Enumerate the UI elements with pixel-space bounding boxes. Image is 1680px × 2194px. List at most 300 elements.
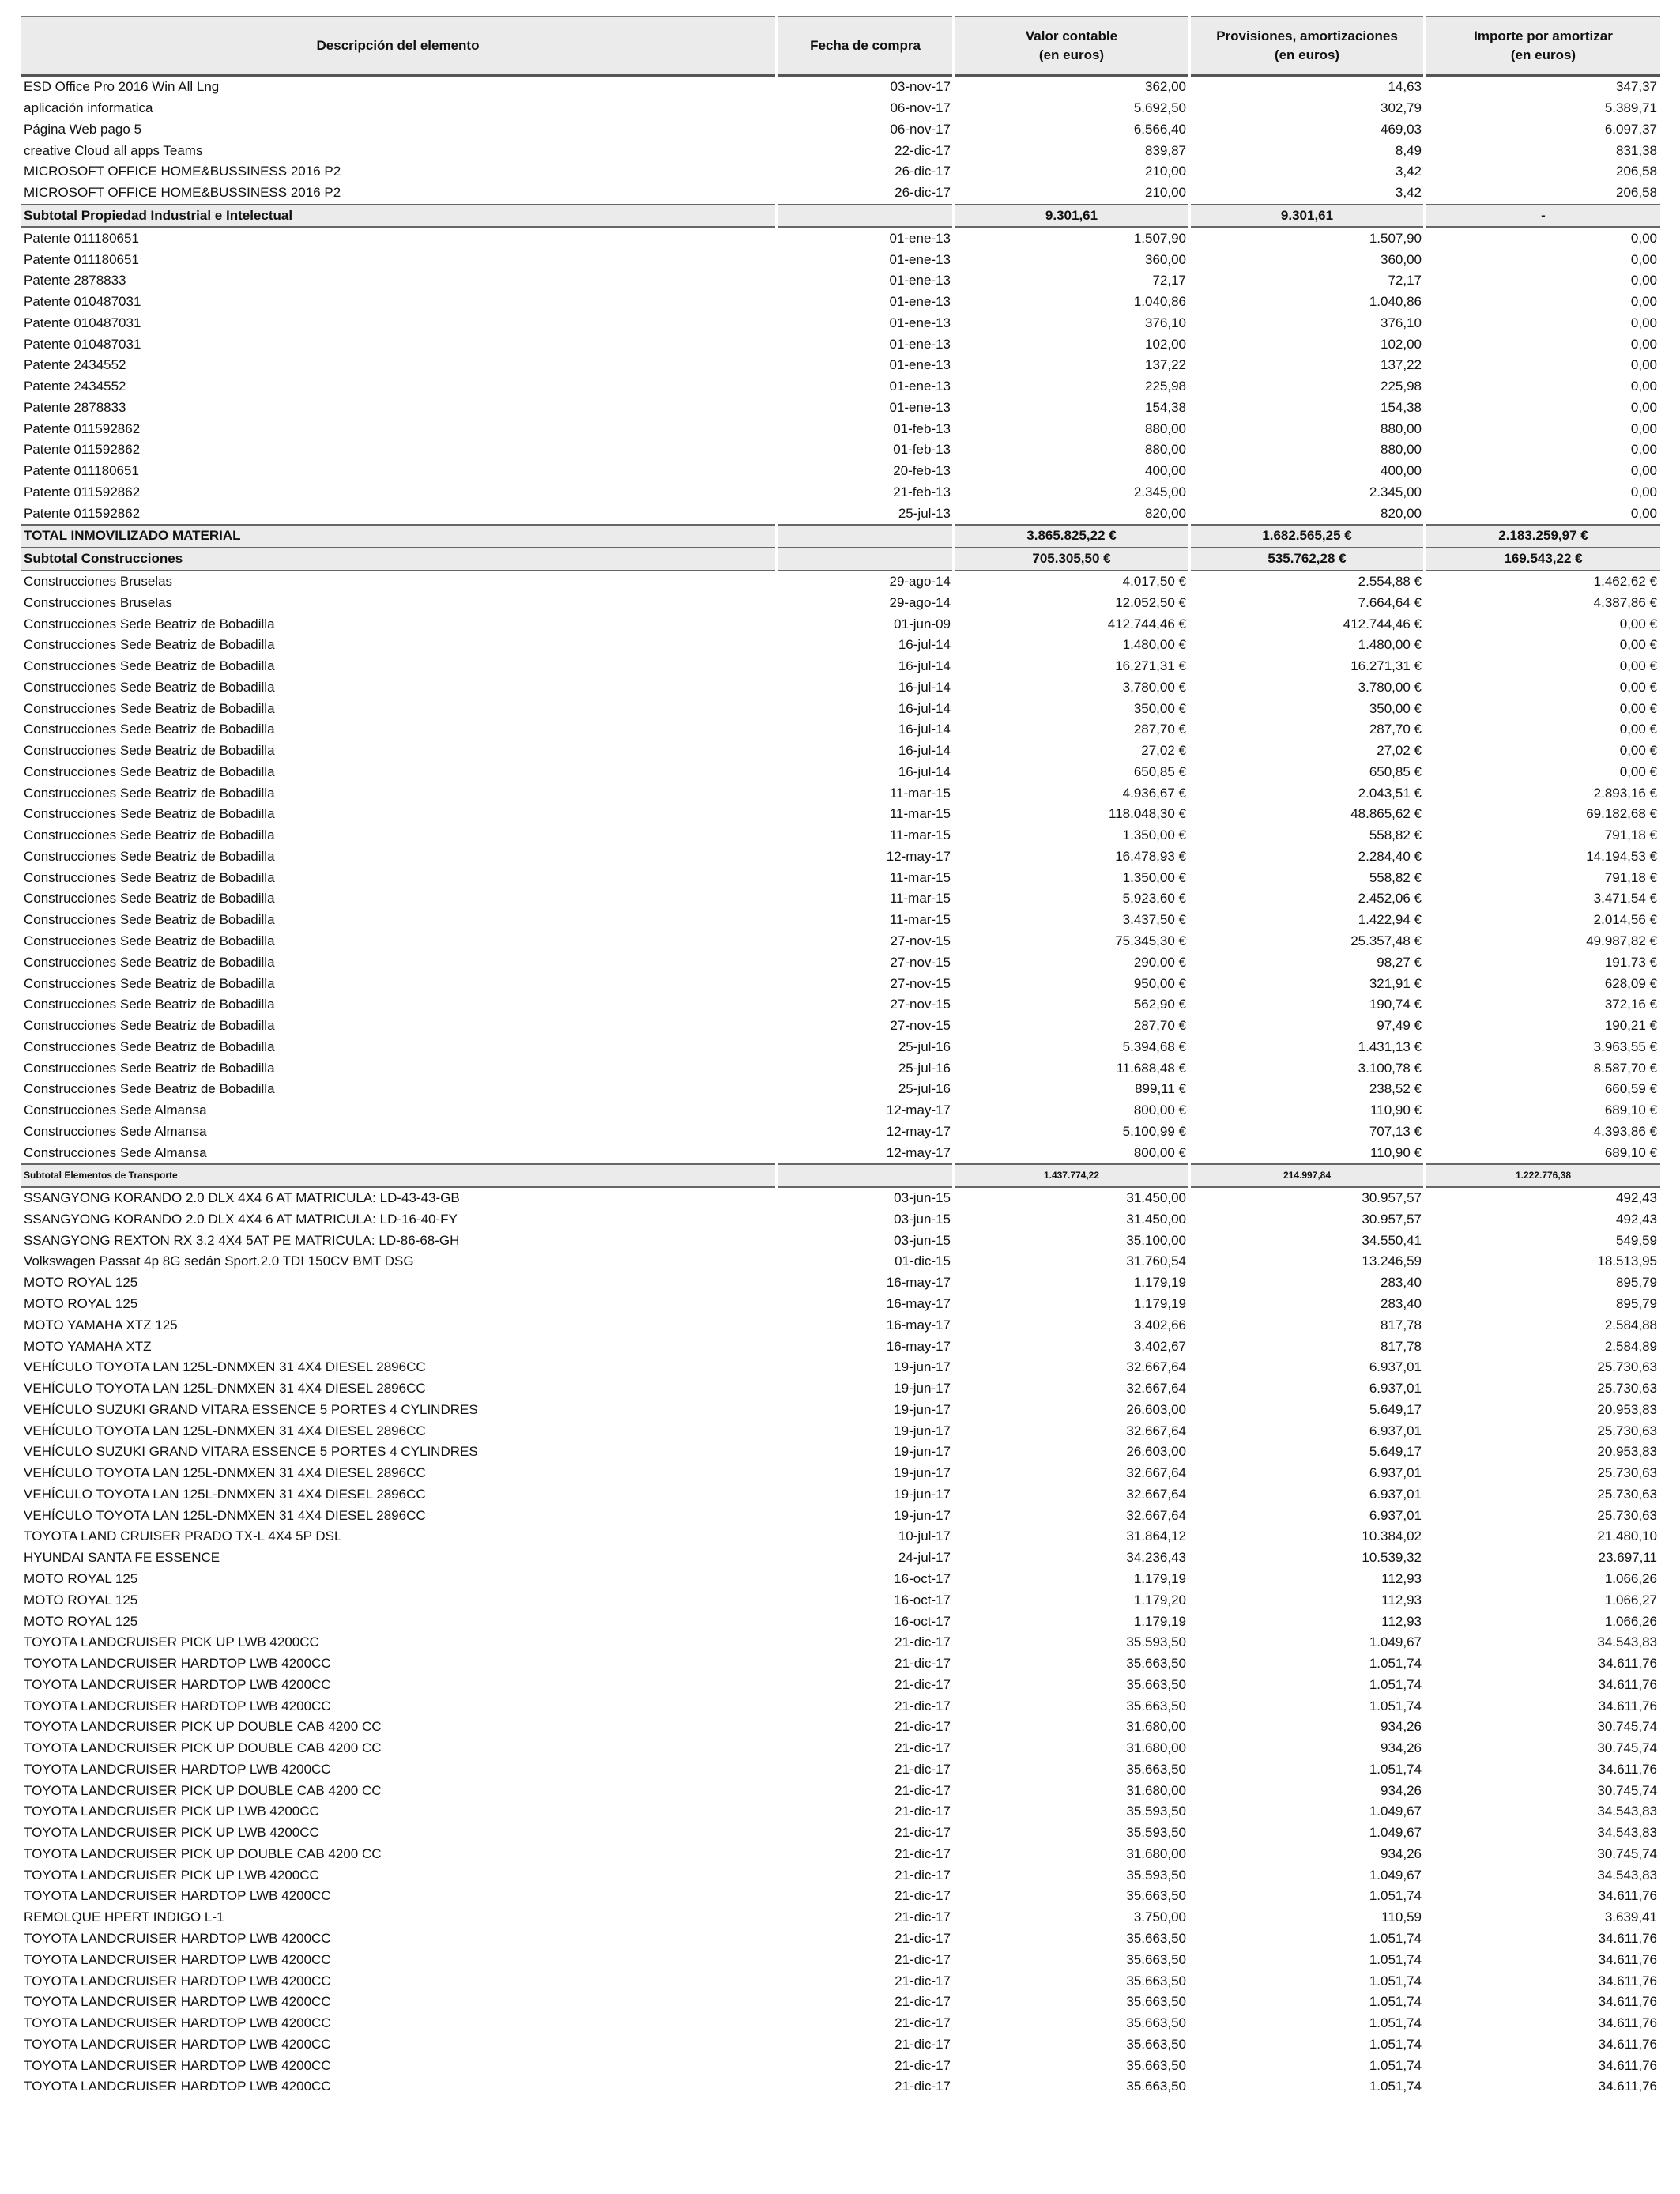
cell-description: Construcciones Sede Beatriz de Bobadilla <box>24 869 275 885</box>
table-row <box>21 1336 1660 1357</box>
table-row <box>21 1864 1660 1886</box>
cell-purchase-date: 11-mar-15 <box>889 806 951 822</box>
cell-description: VEHÍCULO SUZUKI GRAND VITARA ESSENCE 5 PORTES 4 CYLINDRES <box>24 1401 478 1417</box>
cell-purchase-date: 01-feb-13 <box>893 442 951 458</box>
cell-description: Construcciones Sede Beatriz de Bobadilla <box>24 1081 275 1097</box>
cell-provisions: 302,79 <box>1381 100 1422 116</box>
table-row <box>21 1378 1660 1400</box>
cell-pending-amount: 628,09 € <box>1604 975 1657 991</box>
cell-pending-amount: 34.611,76 <box>1598 1930 1657 1946</box>
cell-book-value: 31.760,54 <box>1126 1253 1186 1269</box>
table-row <box>21 846 1660 868</box>
cell-purchase-date <box>777 548 954 571</box>
cell-description: Construcciones Sede Almansa <box>24 1123 207 1139</box>
cell-description: TOYOTA LANDCRUISER HARDTOP LWB 4200CC <box>24 1994 331 2010</box>
table-row <box>21 782 1660 804</box>
cell-pending-amount: 2.893,16 € <box>1593 785 1657 801</box>
cell-description: Patente 011180651 <box>24 230 139 246</box>
cell-purchase-date: 01-ene-13 <box>889 357 951 373</box>
cell-provisions: 817,78 <box>1381 1317 1422 1333</box>
cell-book-value: 839,87 <box>1145 142 1186 158</box>
cell-pending-amount: 30.745,74 <box>1597 1719 1657 1735</box>
cell-book-value: 32.667,64 <box>1126 1486 1186 1502</box>
cell-provisions: 1.682.565,25 € <box>1189 525 1425 548</box>
cell-book-value: 32.667,64 <box>1126 1381 1186 1397</box>
subtotal-row <box>21 1164 1660 1187</box>
cell-provisions: 1.051,74 <box>1369 2036 1422 2052</box>
table-row <box>21 613 1660 635</box>
table-row <box>21 292 1660 313</box>
cell-purchase-date: 01-ene-13 <box>889 379 951 394</box>
cell-description: Subtotal Propiedad Industrial e Intelectual <box>21 205 777 228</box>
cell-provisions: 287,70 € <box>1369 722 1422 737</box>
cell-provisions: 2.554,88 € <box>1358 573 1422 589</box>
cell-pending-amount: 34.543,83 <box>1597 1634 1657 1650</box>
cell-pending-amount: 347,37 <box>1616 79 1657 95</box>
table-row <box>21 1484 1660 1506</box>
cell-book-value: 287,70 € <box>1133 722 1186 737</box>
cell-purchase-date: 16-jul-14 <box>898 700 951 716</box>
cell-purchase-date: 19-jun-17 <box>894 1486 951 1502</box>
cell-description: TOYOTA LANDCRUISER HARDTOP LWB 4200CC <box>24 1888 331 1904</box>
col-header-purchase-date: Fecha de compra <box>777 17 954 76</box>
cell-pending-amount: 8.587,70 € <box>1593 1060 1657 1076</box>
cell-pending-amount: 2.183.259,97 € <box>1425 525 1660 548</box>
cell-pending-amount: - <box>1425 205 1660 228</box>
cell-provisions: 110,90 € <box>1370 1144 1422 1160</box>
cell-description: Construcciones Sede Beatriz de Bobadilla <box>24 785 275 801</box>
cell-provisions: 110,90 € <box>1370 1103 1422 1118</box>
cell-book-value: 12.052,50 € <box>1115 594 1186 610</box>
cell-pending-amount: 34.611,76 <box>1598 1761 1657 1777</box>
cell-provisions: 5.649,17 <box>1369 1401 1422 1417</box>
cell-provisions: 1.051,74 <box>1369 1994 1422 2010</box>
cell-pending-amount: 0,00 <box>1630 357 1657 373</box>
cell-pending-amount: 20.953,83 <box>1597 1401 1657 1417</box>
cell-book-value: 5.394,68 € <box>1122 1039 1186 1054</box>
cell-description: TOYOTA LANDCRUISER HARDTOP LWB 4200CC <box>24 2015 331 2031</box>
cell-provisions: 110,59 <box>1381 1909 1422 1925</box>
cell-purchase-date: 16-jul-14 <box>898 763 951 779</box>
cell-purchase-date: 16-may-17 <box>886 1296 951 1312</box>
cell-book-value: 31.680,00 <box>1126 1782 1186 1798</box>
cell-book-value: 5.100,99 € <box>1122 1123 1186 1139</box>
subtotal-row <box>21 205 1660 228</box>
cell-book-value: 3.750,00 <box>1133 1909 1186 1925</box>
table-row <box>21 227 1660 249</box>
cell-provisions: 1.431,13 € <box>1358 1039 1422 1054</box>
table-row <box>21 2076 1660 2098</box>
cell-book-value: 3.402,66 <box>1133 1317 1186 1333</box>
cell-description: Construcciones Sede Beatriz de Bobadilla <box>24 806 275 822</box>
table-row <box>21 1209 1660 1231</box>
cell-pending-amount: 0,00 € <box>1619 637 1657 653</box>
cell-provisions: 2.345,00 <box>1369 484 1422 499</box>
table-row <box>21 334 1660 355</box>
table-row <box>21 1780 1660 1801</box>
cell-purchase-date: 03-jun-15 <box>894 1190 951 1206</box>
cell-pending-amount: 689,10 € <box>1604 1144 1657 1160</box>
cell-provisions: 1.051,74 <box>1369 2015 1422 2031</box>
cell-pending-amount: 34.611,76 <box>1598 1698 1657 1713</box>
table-row <box>21 161 1660 183</box>
cell-purchase-date: 27-nov-15 <box>890 997 951 1012</box>
cell-purchase-date: 21-dic-17 <box>895 1761 951 1777</box>
cell-description: Construcciones Sede Beatriz de Bobadilla <box>24 1039 275 1054</box>
cell-description: Construcciones Sede Beatriz de Bobadilla <box>24 658 275 674</box>
cell-purchase-date: 12-may-17 <box>886 1144 951 1160</box>
cell-description: creative Cloud all apps Teams <box>24 142 203 158</box>
cell-book-value: 1.179,19 <box>1133 1613 1186 1629</box>
cell-book-value: 4.017,50 € <box>1122 573 1186 589</box>
table-row <box>21 2055 1660 2076</box>
table-row <box>21 312 1660 334</box>
cell-pending-amount: 190,21 € <box>1604 1018 1657 1034</box>
cell-provisions: 880,00 <box>1381 420 1422 436</box>
cell-description: MICROSOFT OFFICE HOME&BUSSINESS 2016 P2 <box>24 164 341 179</box>
cell-pending-amount: 18.513,95 <box>1597 1253 1657 1269</box>
table-row <box>21 1442 1660 1463</box>
cell-pending-amount: 6.097,37 <box>1604 121 1657 137</box>
cell-description: TOYOTA LANDCRUISER PICK UP DOUBLE CAB 4200 CC <box>24 1719 382 1735</box>
cell-provisions: 34.550,41 <box>1362 1232 1422 1248</box>
table-row <box>21 98 1660 119</box>
cell-provisions: 1.049,67 <box>1369 1867 1422 1883</box>
cell-provisions: 48.865,62 € <box>1350 806 1422 822</box>
table-row <box>21 677 1660 698</box>
table-row <box>21 140 1660 161</box>
cell-purchase-date: 01-ene-13 <box>889 251 951 267</box>
cell-book-value: 820,00 <box>1145 505 1186 521</box>
cell-description: VEHÍCULO TOYOTA LAN 125L-DNMXEN 31 4X4 DIESEL 2896CC <box>24 1507 426 1523</box>
cell-pending-amount: 206,58 <box>1616 164 1657 179</box>
cell-book-value: 35.663,50 <box>1126 1761 1186 1777</box>
cell-purchase-date: 12-may-17 <box>886 1123 951 1139</box>
cell-book-value: 4.936,67 € <box>1122 785 1186 801</box>
cell-provisions: 6.937,01 <box>1369 1423 1422 1438</box>
cell-book-value: 1.480,00 € <box>1122 637 1186 653</box>
cell-pending-amount: 0,00 <box>1630 379 1657 394</box>
cell-description: MOTO ROYAL 125 <box>24 1275 138 1291</box>
cell-description: Construcciones Sede Beatriz de Bobadilla <box>24 912 275 928</box>
cell-provisions: 283,40 <box>1381 1275 1422 1291</box>
table-row <box>21 656 1660 677</box>
cell-purchase-date: 19-jun-17 <box>894 1381 951 1397</box>
cell-purchase-date: 06-nov-17 <box>890 121 951 137</box>
cell-provisions: 1.422,94 € <box>1358 912 1422 928</box>
cell-book-value: 35.663,50 <box>1126 2036 1186 2052</box>
cell-provisions: 1.049,67 <box>1369 1825 1422 1841</box>
cell-pending-amount: 0,00 € <box>1619 616 1657 631</box>
cell-description: TOYOTA LANDCRUISER PICK UP LWB 4200CC <box>24 1825 319 1841</box>
cell-description: Construcciones Sede Beatriz de Bobadilla <box>24 827 275 843</box>
cell-provisions: 13.246,59 <box>1362 1253 1422 1269</box>
cell-book-value: 34.236,43 <box>1126 1550 1186 1566</box>
cell-pending-amount: 25.730,63 <box>1597 1465 1657 1481</box>
cell-purchase-date: 16-jul-14 <box>898 743 951 759</box>
cell-pending-amount: 49.987,82 € <box>1586 933 1657 948</box>
cell-provisions: 30.957,57 <box>1362 1211 1422 1227</box>
cell-pending-amount: 0,00 € <box>1619 722 1657 737</box>
table-row <box>21 635 1660 656</box>
cell-purchase-date: 21-dic-17 <box>895 1867 951 1883</box>
cell-pending-amount: 4.387,86 € <box>1593 594 1657 610</box>
cell-purchase-date: 21-dic-17 <box>895 2015 951 2031</box>
cell-provisions: 137,22 <box>1381 357 1422 373</box>
cell-description: TOYOTA LANDCRUISER HARDTOP LWB 4200CC <box>24 1676 331 1692</box>
cell-book-value: 290,00 € <box>1133 954 1186 970</box>
cell-book-value: 35.663,50 <box>1126 1676 1186 1692</box>
cell-pending-amount: 831,38 <box>1616 142 1657 158</box>
table-row <box>21 503 1660 525</box>
table-row <box>21 1569 1660 1590</box>
cell-provisions: 3,42 <box>1395 164 1422 179</box>
table-row <box>21 1717 1660 1738</box>
cell-description: TOYOTA LANDCRUISER PICK UP DOUBLE CAB 4200 CC <box>24 1845 382 1861</box>
cell-book-value: 287,70 € <box>1133 1018 1186 1034</box>
cell-purchase-date: 01-ene-13 <box>889 399 951 415</box>
table-row <box>21 994 1660 1016</box>
cell-book-value: 35.593,50 <box>1126 1634 1186 1650</box>
cell-provisions: 1.051,74 <box>1369 1656 1422 1672</box>
cell-book-value: 1.350,00 € <box>1122 869 1186 885</box>
table-row <box>21 719 1660 741</box>
cell-pending-amount: 2.584,88 <box>1604 1317 1657 1333</box>
cell-book-value: 1.179,19 <box>1133 1570 1186 1586</box>
cell-provisions: 1.480,00 € <box>1358 637 1422 653</box>
cell-description: Construcciones Sede Beatriz de Bobadilla <box>24 637 275 653</box>
cell-pending-amount: 0,00 <box>1630 442 1657 458</box>
cell-description: MOTO YAMAHA XTZ 125 <box>24 1317 178 1333</box>
cell-book-value: 1.507,90 <box>1133 230 1186 246</box>
cell-provisions: 283,40 <box>1381 1296 1422 1312</box>
cell-description: TOYOTA LAND CRUISER PRADO TX-L 4X4 5P DSL <box>24 1529 342 1544</box>
cell-description: HYUNDAI SANTA FE ESSENCE <box>24 1550 220 1566</box>
cell-provisions: 16.271,31 € <box>1350 658 1422 674</box>
table-row <box>21 1759 1660 1780</box>
cell-pending-amount: 69.182,68 € <box>1586 806 1657 822</box>
cell-description: Subtotal Elementos de Transporte <box>21 1164 777 1187</box>
cell-book-value: 75.345,30 € <box>1115 933 1186 948</box>
cell-pending-amount: 169.543,22 € <box>1425 548 1660 571</box>
table-row <box>21 1505 1660 1526</box>
cell-description: Patente 2434552 <box>24 379 126 394</box>
cell-pending-amount: 689,10 € <box>1604 1103 1657 1118</box>
cell-book-value: 31.450,00 <box>1126 1211 1186 1227</box>
table-row <box>21 1801 1660 1823</box>
cell-purchase-date: 21-dic-17 <box>895 1951 951 1967</box>
cell-provisions: 14,63 <box>1388 79 1422 95</box>
cell-pending-amount: 1.066,27 <box>1604 1592 1657 1608</box>
cell-provisions: 934,26 <box>1381 1719 1422 1735</box>
cell-book-value: 376,10 <box>1145 315 1186 330</box>
cell-purchase-date: 12-may-17 <box>886 848 951 864</box>
cell-description: TOYOTA LANDCRUISER PICK UP DOUBLE CAB 4200 CC <box>24 1782 382 1798</box>
cell-provisions: 469,03 <box>1381 121 1422 137</box>
cell-purchase-date <box>777 525 954 548</box>
table-row <box>21 1907 1660 1928</box>
table-row <box>21 397 1660 418</box>
table-row <box>21 76 1660 98</box>
table-row <box>21 1079 1660 1100</box>
cell-book-value: 400,00 <box>1145 463 1186 479</box>
cell-description: TOYOTA LANDCRUISER HARDTOP LWB 4200CC <box>24 1656 331 1672</box>
cell-book-value: 118.048,30 € <box>1109 806 1186 822</box>
table-row <box>21 1928 1660 1950</box>
table-row <box>21 698 1660 719</box>
cell-book-value: 31.450,00 <box>1126 1190 1186 1206</box>
cell-book-value: 1.350,00 € <box>1122 827 1186 843</box>
table-row <box>21 1886 1660 1907</box>
cell-description: VEHÍCULO TOYOTA LAN 125L-DNMXEN 31 4X4 DIESEL 2896CC <box>24 1486 426 1502</box>
cell-book-value: 35.663,50 <box>1126 1930 1186 1946</box>
table-row <box>21 1100 1660 1122</box>
cell-description: TOYOTA LANDCRUISER PICK UP LWB 4200CC <box>24 1634 319 1650</box>
cell-pending-amount: 0,00 € <box>1619 700 1657 716</box>
cell-description: Construcciones Sede Beatriz de Bobadilla <box>24 700 275 716</box>
cell-description: VEHÍCULO TOYOTA LAN 125L-DNMXEN 31 4X4 DIESEL 2896CC <box>24 1423 426 1438</box>
cell-purchase-date: 01-ene-13 <box>889 315 951 330</box>
cell-pending-amount: 0,00 <box>1630 484 1657 499</box>
table-row <box>21 1036 1660 1057</box>
cell-book-value: 35.663,50 <box>1126 2079 1186 2094</box>
table-row <box>21 1738 1660 1759</box>
cell-pending-amount: 14.194,53 € <box>1586 848 1657 864</box>
cell-description: MOTO ROYAL 125 <box>24 1296 138 1312</box>
cell-purchase-date: 21-dic-17 <box>895 1719 951 1735</box>
cell-description: SSANGYONG KORANDO 2.0 DLX 4X4 6 AT MATRICULA: LD-43-43-GB <box>24 1190 460 1206</box>
cell-description: TOYOTA LANDCRUISER PICK UP DOUBLE CAB 4200 CC <box>24 1740 382 1756</box>
cell-purchase-date: 19-jun-17 <box>894 1507 951 1523</box>
cell-pending-amount: 25.730,63 <box>1597 1486 1657 1502</box>
cell-provisions: 154,38 <box>1381 399 1422 415</box>
cell-provisions: 376,10 <box>1381 315 1422 330</box>
cell-book-value: 1.179,19 <box>1133 1275 1186 1291</box>
cell-provisions: 2.043,51 € <box>1358 785 1422 801</box>
cell-purchase-date: 16-may-17 <box>886 1317 951 1333</box>
cell-provisions: 2.452,06 € <box>1358 891 1422 907</box>
cell-description: TOYOTA LANDCRUISER HARDTOP LWB 4200CC <box>24 1930 331 1946</box>
cell-purchase-date: 01-ene-13 <box>889 230 951 246</box>
cell-purchase-date: 16-oct-17 <box>894 1592 951 1608</box>
asset-depreciation-table <box>21 16 1660 2098</box>
cell-pending-amount: 0,00 € <box>1619 658 1657 674</box>
cell-purchase-date: 10-jul-17 <box>898 1529 951 1544</box>
table-row <box>21 804 1660 825</box>
cell-description: TOYOTA LANDCRUISER HARDTOP LWB 4200CC <box>24 1951 331 1967</box>
cell-pending-amount: 791,18 € <box>1604 869 1657 885</box>
cell-description: MICROSOFT OFFICE HOME&BUSSINESS 2016 P2 <box>24 185 341 201</box>
table-row <box>21 1970 1660 1992</box>
cell-book-value: 35.663,50 <box>1126 1973 1186 1989</box>
table-row <box>21 2034 1660 2055</box>
cell-pending-amount: 0,00 € <box>1619 763 1657 779</box>
cell-provisions: 214.997,84 <box>1189 1164 1425 1187</box>
cell-pending-amount: 5.389,71 <box>1604 100 1657 116</box>
cell-description: MOTO YAMAHA XTZ <box>24 1338 152 1354</box>
cell-provisions: 8,49 <box>1395 142 1422 158</box>
cell-purchase-date: 21-dic-17 <box>895 1845 951 1861</box>
cell-purchase-date: 19-jun-17 <box>894 1465 951 1481</box>
table-row <box>21 1399 1660 1420</box>
cell-purchase-date: 16-may-17 <box>886 1275 951 1291</box>
cell-purchase-date: 01-ene-13 <box>889 336 951 352</box>
cell-pending-amount: 2.584,89 <box>1604 1338 1657 1354</box>
cell-purchase-date: 25-jul-16 <box>898 1081 951 1097</box>
cell-purchase-date: 26-dic-17 <box>895 164 951 179</box>
table-row <box>21 592 1660 613</box>
table-row <box>21 1611 1660 1632</box>
cell-description: VEHÍCULO TOYOTA LAN 125L-DNMXEN 31 4X4 DIESEL 2896CC <box>24 1381 426 1397</box>
cell-book-value: 35.663,50 <box>1126 1698 1186 1713</box>
col-header-book-value: Valor contable (en euros) <box>954 17 1189 76</box>
cell-provisions: 3.100,78 € <box>1358 1060 1422 1076</box>
cell-book-value: 35.100,00 <box>1126 1232 1186 1248</box>
cell-book-value: 35.663,50 <box>1126 1888 1186 1904</box>
cell-purchase-date: 16-jul-14 <box>898 637 951 653</box>
cell-purchase-date: 11-mar-15 <box>889 869 951 885</box>
cell-pending-amount: 34.611,76 <box>1598 2015 1657 2031</box>
cell-description: Patente 010487031 <box>24 294 141 310</box>
cell-pending-amount: 1.462,62 € <box>1593 573 1657 589</box>
cell-description: VEHÍCULO TOYOTA LAN 125L-DNMXEN 31 4X4 DIESEL 2896CC <box>24 1359 426 1375</box>
cell-pending-amount: 0,00 <box>1630 273 1657 288</box>
cell-description: Construcciones Bruselas <box>24 573 173 589</box>
cell-purchase-date: 16-jul-14 <box>898 658 951 674</box>
cell-pending-amount: 0,00 <box>1630 336 1657 352</box>
cell-pending-amount: 30.745,74 <box>1597 1845 1657 1861</box>
cell-provisions: 112,93 <box>1381 1570 1422 1586</box>
table-row <box>21 571 1660 593</box>
cell-purchase-date: 11-mar-15 <box>889 891 951 907</box>
table-row <box>21 1526 1660 1547</box>
cell-purchase-date: 29-ago-14 <box>889 573 951 589</box>
cell-purchase-date: 21-dic-17 <box>895 2036 951 2052</box>
table-row <box>21 270 1660 292</box>
cell-description: Patente 2434552 <box>24 357 126 373</box>
cell-purchase-date: 21-dic-17 <box>895 1676 951 1692</box>
cell-purchase-date: 21-dic-17 <box>895 1740 951 1756</box>
cell-book-value: 210,00 <box>1145 185 1186 201</box>
cell-description: Patente 011592862 <box>24 420 141 436</box>
cell-pending-amount: 25.730,63 <box>1597 1423 1657 1438</box>
cell-description: TOTAL INMOVILIZADO MATERIAL <box>21 525 777 548</box>
cell-pending-amount: 372,16 € <box>1604 997 1657 1012</box>
cell-purchase-date: 11-mar-15 <box>889 912 951 928</box>
cell-book-value: 412.744,46 € <box>1107 616 1186 631</box>
cell-book-value: 3.437,50 € <box>1122 912 1186 928</box>
cell-description: Patente 011180651 <box>24 463 139 479</box>
cell-purchase-date: 01-feb-13 <box>893 420 951 436</box>
table-row <box>21 439 1660 461</box>
cell-purchase-date: 21-dic-17 <box>895 1994 951 2010</box>
cell-purchase-date: 21-dic-17 <box>895 1973 951 1989</box>
cell-provisions: 1.051,74 <box>1369 1761 1422 1777</box>
subtotal-row <box>21 525 1660 548</box>
cell-purchase-date: 21-dic-17 <box>895 1634 951 1650</box>
cell-book-value: 650,85 € <box>1133 763 1186 779</box>
cell-purchase-date: 19-jun-17 <box>894 1401 951 1417</box>
cell-description: TOYOTA LANDCRUISER PICK UP LWB 4200CC <box>24 1867 319 1883</box>
cell-pending-amount: 1.222.776,38 <box>1425 1164 1660 1187</box>
cell-book-value: 210,00 <box>1145 164 1186 179</box>
cell-provisions: 934,26 <box>1381 1845 1422 1861</box>
cell-description: Construcciones Sede Beatriz de Bobadilla <box>24 616 275 631</box>
cell-provisions: 1.051,74 <box>1369 1676 1422 1692</box>
cell-purchase-date: 22-dic-17 <box>895 142 951 158</box>
cell-pending-amount: 0,00 <box>1630 230 1657 246</box>
table-row <box>21 119 1660 141</box>
